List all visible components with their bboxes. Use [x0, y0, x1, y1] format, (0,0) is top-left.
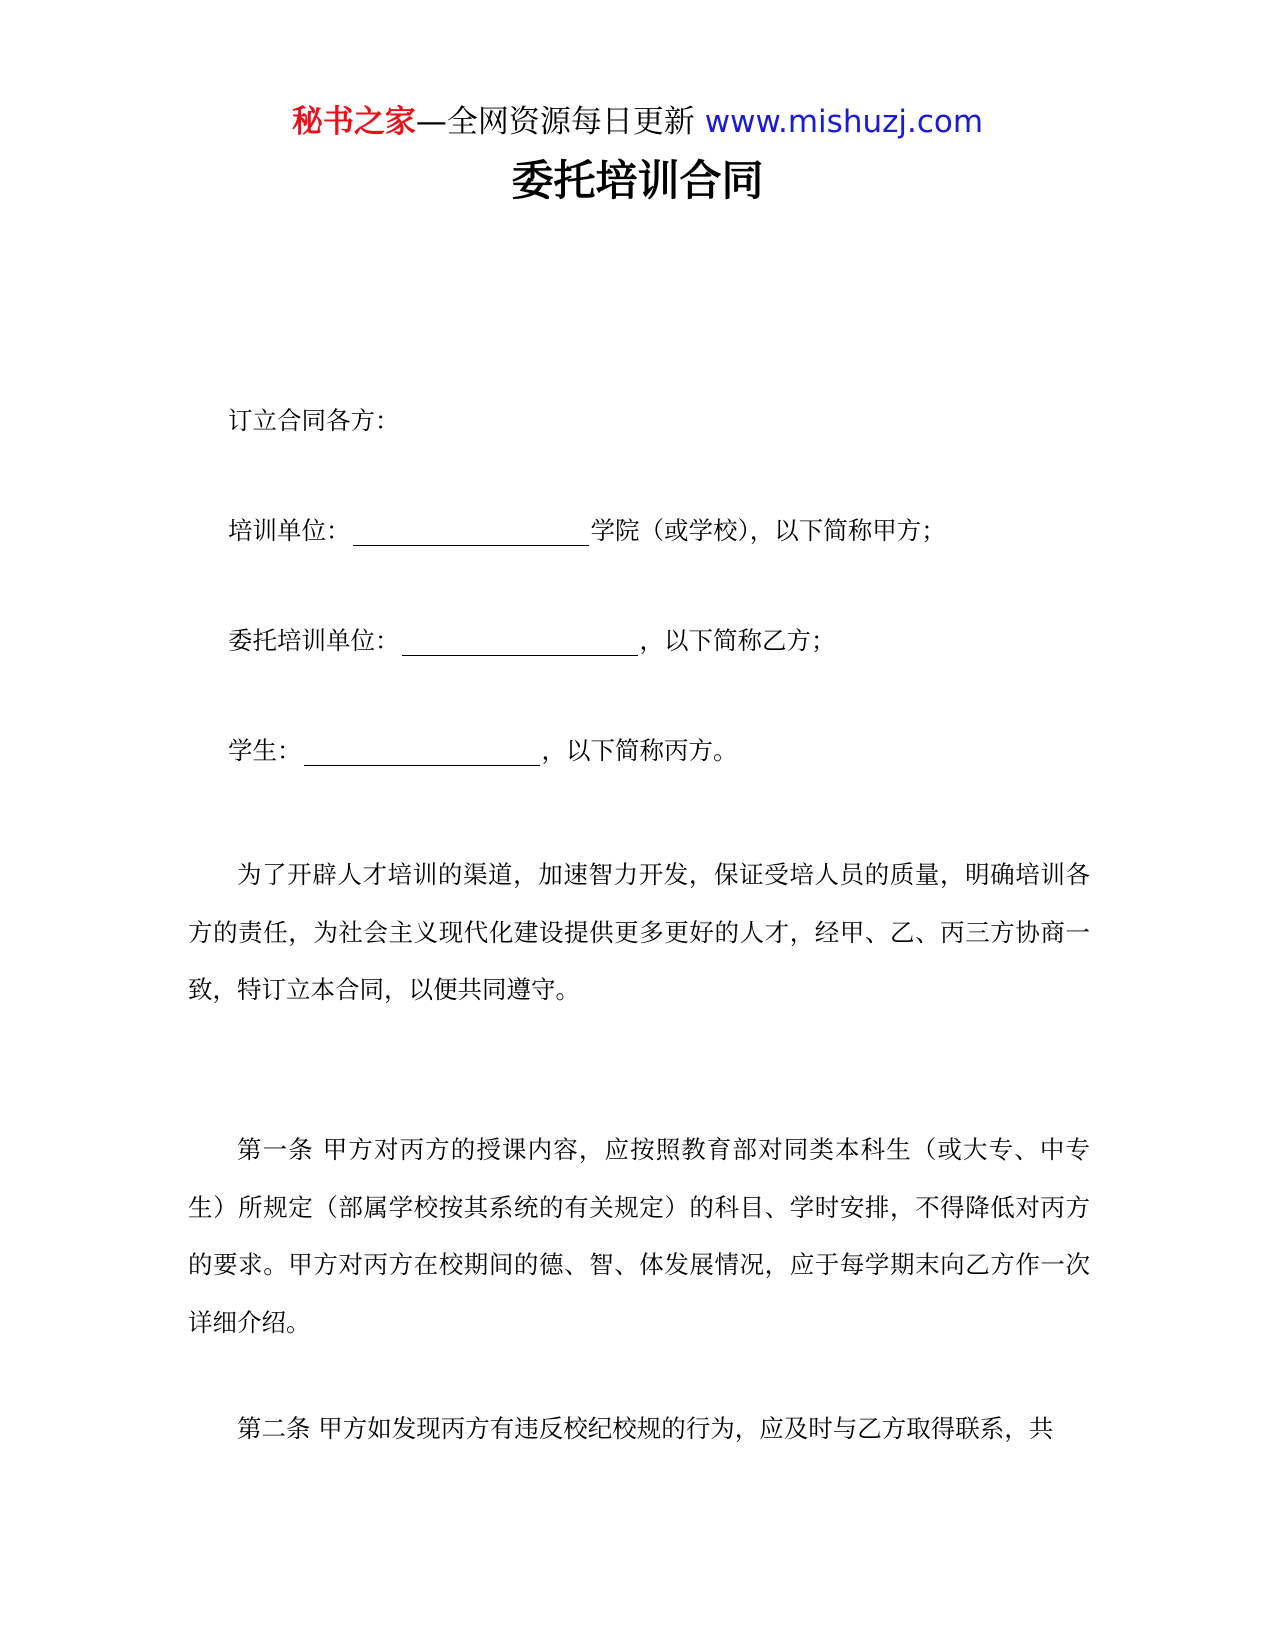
party-a-suffix: 学院（或学校），以下简称甲方； — [590, 516, 946, 545]
parties-intro: 订立合同各方： — [228, 406, 400, 435]
party-c-line — [228, 732, 738, 767]
party-b-suffix: ，以下简称乙方； — [639, 626, 836, 655]
document-title: 委托培训合同 — [511, 156, 764, 205]
party-a-label: 培训单位： — [228, 516, 351, 545]
party-c-blank-field[interactable] — [304, 737, 540, 766]
party-b-line — [228, 622, 836, 657]
header-tagline: —全网资源每日更新 — [415, 104, 705, 140]
preamble-paragraph: 为了开辟人才培训的渠道，加速智力开发，保证受培人员的质量，明确培训各方的责任，为社会主义现代化建设提供更多更好的人才，经甲、乙、丙三方协商一致，特订立本合同，以便共同遵守。 — [188, 860, 1090, 1004]
party-b-label: 委托培训单位： — [228, 626, 400, 655]
party-a-blank-field[interactable] — [353, 517, 589, 546]
parties-section — [228, 402, 1128, 802]
party-c-label: 学生： — [228, 736, 302, 765]
party-c-suffix: ，以下简称丙方。 — [541, 736, 738, 765]
brand-name: 秘书之家 — [291, 104, 416, 140]
site-header — [0, 100, 1275, 144]
clause-1-paragraph: 第一条 甲方对丙方的授课内容，应按照教育部对同类本科生（或大专、中专生）所规定（部属学校按其系统的有关规定）的科目、学时安排，不得降低对丙方的要求。甲方对丙方在校期间的德、智、体发展情况，应于每学期末向乙方作一次详细介绍。 — [188, 1135, 1090, 1337]
party-b-blank-field[interactable] — [402, 627, 638, 656]
party-a-line — [228, 512, 946, 547]
site-url-link[interactable]: www.mishuzj.com — [704, 104, 984, 140]
clause-2-paragraph: 第二条 甲方如发现丙方有违反校纪校规的行为，应及时与乙方取得联系，共 — [237, 1414, 1054, 1443]
